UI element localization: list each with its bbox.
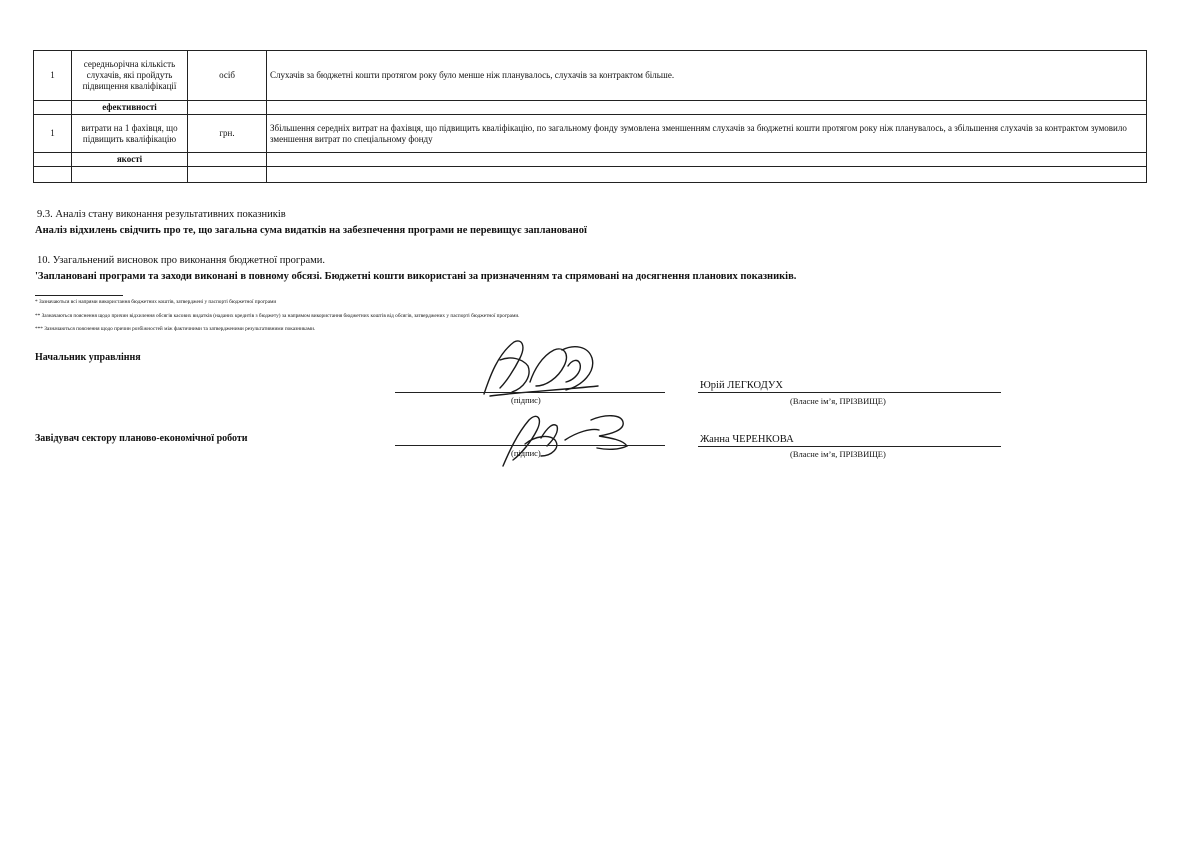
section-10-title: 10. Узагальнений висновок про виконання бюджетної програми. [37,255,325,266]
footnote-1: * Зазначаються всі напрями використання бюджетних коштів, затверджені у паспорті бюджетної програми [35,299,277,305]
footnote-2: ** Зазначаються пояснення щодо причин відхилення обсягів касових видатків (наданих кредитів з бюджету) за напрямом використання бюджетних коштів від обсягів, затверджених у паспорті бюджетної програми. [35,313,520,319]
section-label: ефективності [72,101,188,115]
section-label: якості [72,153,188,167]
unit-cell: осіб [188,51,267,101]
name-line [698,446,1001,447]
explanation-cell: Збільшення середніх витрат на фахівця, що підвищить кваліфікацію, по загальному фонду зумовлена зменшенням слухачів за бюджетні кошти протягом року ніж планувалось, а збільшення слухачів за контрактом зумовило зменшення витрат по спеціальному фонду [267,115,1147,153]
signer-name-sector: Жанна ЧЕРЕНКОВА [700,434,794,445]
footnote-divider [35,295,123,296]
table-row-empty [34,167,1147,183]
signature-line [395,445,665,446]
footnote-3: *** Зазначаються пояснення щодо причин розбіжностей між фактичними та затвердженими результативними показниками. [35,326,316,332]
signer-role-head: Начальник управління [35,352,141,363]
signature-image-head [470,336,610,400]
indicator-name: середньорічна кількість слухачів, які пройдуть підвищення кваліфікації [72,51,188,101]
table-row [34,115,1147,153]
section-10-text: 'Заплановані програми та заходи виконані в повному обсязі. Бюджетні кошти використані за призначенням та спрямовані на досягнення планових показників. [35,271,797,282]
indicators-table [33,50,1147,183]
table-row [34,51,1147,101]
name-format-caption: (Власне ім’я, ПРІЗВИЩЕ) [790,449,886,459]
section-row-quality [34,153,1147,167]
explanation-cell: Слухачів за бюджетні кошти протягом року було менше ніж планувалось, слухачів за контрактом більше. [267,51,1147,101]
signature-image-sector [495,410,645,468]
name-line [698,392,1001,393]
signer-name-head: Юрій ЛЕГКОДУХ [700,380,783,391]
signature-caption: (підпис) [511,448,541,458]
indicator-name: витрати на 1 фахівця, що підвищить кваліфікацію [72,115,188,153]
name-format-caption: (Власне ім’я, ПРІЗВИЩЕ) [790,396,886,406]
section-9-3-title: 9.3. Аналіз стану виконання результативних показників [37,209,286,220]
signer-role-sector: Завідувач сектору планово-економічної роботи [35,433,248,444]
signature-caption: (підпис) [511,395,541,405]
row-number: 1 [34,115,72,153]
row-number: 1 [34,51,72,101]
section-9-3-text: Аналіз відхилень свідчить про те, що загальна сума видатків на забезпечення програми не перевищує запланованої [35,225,587,236]
section-row-efficiency [34,101,1147,115]
signature-line [395,392,665,393]
unit-cell: грн. [188,115,267,153]
